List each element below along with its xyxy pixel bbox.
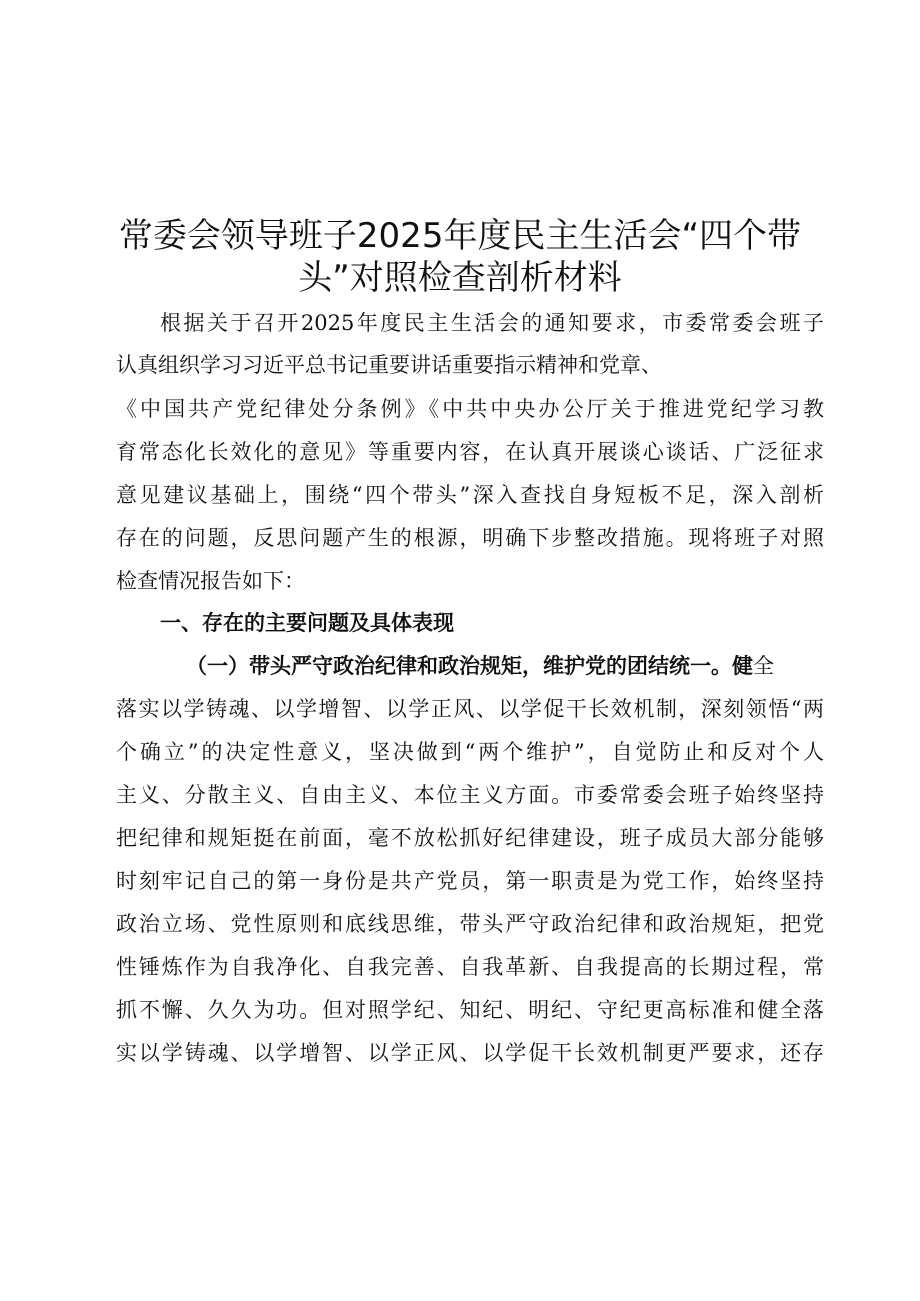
- intro-line-4: 育常态化长效化的意见》等重要内容，在认真开展谈心谈话、广泛征求: [116, 440, 824, 464]
- intro-line-6: 存在的问题，反思问题产生的根源，明确下步整改措施。现将班子对照: [116, 526, 824, 550]
- intro-line-2: 认真组织学习习近平总书记重要讲话重要指示精神和党章、: [116, 353, 662, 377]
- subsection-heading-line: [186, 649, 826, 683]
- body-line-5: 时刻牢记自己的第一身份是共产党员，第一职责是为党工作，始终坚持: [116, 869, 824, 893]
- intro-line-3: 《中国共产党纪律处分条例》《中共中央办公厅关于推进党纪学习教: [116, 397, 824, 421]
- intro-line-5: 意见建议基础上，围绕“四个带头”深入查找自身短板不足，深入剖析: [116, 483, 824, 507]
- body-line-7: 性锤炼作为自我净化、自我完善、自我革新、自我提高的长期过程，常: [116, 955, 824, 979]
- body-line-4: 把纪律和规矩挺在前面，毫不放松抓好纪律建设，班子成员大部分能够: [116, 826, 824, 850]
- body-line-1: 落实以学铸魂、以学增智、以学正风、以学促干长效机制，深刻领悟“两: [116, 697, 824, 721]
- section-heading: 一、存在的主要问题及具体表现: [160, 611, 454, 635]
- body-line-2: 个确立”的决定性意义，坚决做到“两个维护”，自觉防止和反对个人: [116, 740, 824, 764]
- intro-line-1: 根据关于召开2025年度民主生活会的通知要求，市委常委会班子: [160, 311, 824, 335]
- body-line-9: 实以学铸魂、以学增智、以学正风、以学促干长效机制更严要求，还存: [116, 1041, 824, 1065]
- body-line-3: 主义、分散主义、自由主义、本位主义方面。市委常委会班子始终坚持: [116, 783, 824, 807]
- document-title-line-1: 常委会领导班子2025年度民主生活会“四个带: [118, 216, 802, 256]
- intro-line-7: 检查情况报告如下：: [116, 569, 305, 593]
- body-line-6: 政治立场、党性原则和底线思维，带头严守政治纪律和政治规矩，把党: [116, 912, 824, 936]
- body-line-8: 抓不懈、久久为功。但对照学纪、知纪、明纪、守纪更高标准和健全落: [116, 998, 824, 1022]
- document-title-line-2: 头”对照检查剖析材料: [298, 258, 622, 298]
- subsection-heading-continuation: 全: [753, 654, 774, 678]
- subsection-heading: （一）带头严守政治纪律和政治规矩，维护党的团结统一。健: [186, 654, 753, 678]
